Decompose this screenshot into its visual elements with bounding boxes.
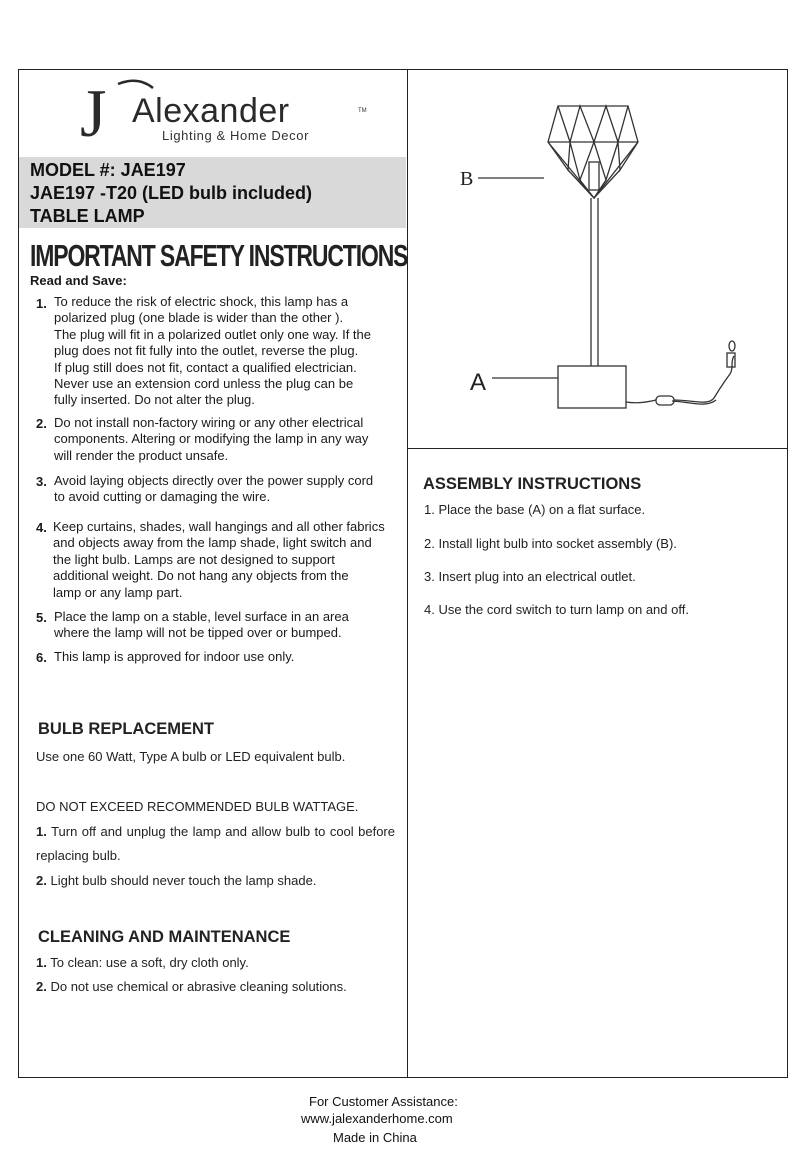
cleaning-step-num: 1. [36, 955, 47, 970]
lamp-stem [591, 198, 598, 366]
diagram-label-b: B [460, 168, 474, 190]
safety-item-3: Avoid laying objects directly over the power supply cord to avoid cutting or damaging the wire. [54, 473, 374, 505]
safety-item-5: Place the lamp on a stable, level surface in an area where the lamp will not be tipped over or bumped. [54, 609, 349, 641]
footer-website[interactable]: www.jalexanderhome.com [301, 1111, 453, 1126]
cleaning-heading: CLEANING AND MAINTENANCE [38, 928, 291, 946]
safety-item-num: 6. [36, 650, 47, 665]
safety-item-6: This lamp is approved for indoor use only. [54, 649, 295, 664]
assembly-step-4: 4. Use the cord switch to turn lamp on and off. [424, 602, 689, 617]
lamp-base [558, 366, 626, 408]
product-type: TABLE LAMP [30, 206, 145, 226]
cleaning-step-2: 2. Do not use chemical or abrasive cleaning solutions. [36, 979, 347, 994]
safety-item-num: 3. [36, 474, 47, 489]
bulb-heading: BULB REPLACEMENT [38, 720, 214, 738]
bulb-intro: Use one 60 Watt, Type A bulb or LED equivalent bulb. [36, 749, 346, 764]
cleaning-step-1: 1. To clean: use a soft, dry cloth only. [36, 955, 249, 970]
safety-item-2: Do not install non-factory wiring or any other electrical components. Altering or modifying the lamp in any way will render the product unsafe. [54, 415, 369, 463]
safety-item-num: 5. [36, 610, 47, 625]
bulb-step-num: 1. [36, 824, 47, 839]
logo-tagline: Lighting & Home Decor [162, 128, 309, 143]
logo-initial: J [80, 75, 107, 151]
cleaning-step-num: 2. [36, 979, 47, 994]
safety-item-1: To reduce the risk of electric shock, this lamp has a polarized plug (one blade is wider than the other ). The plug will fit in a polarized outlet only one way. If the plug does not fit fully into the outlet, reverse the plug. If plug still does not fit, contact a qualified electrician. Never use an extension cord unless the plug can be fully inserted. Do not alter the plug. [54, 294, 371, 408]
footer-origin: Made in China [333, 1130, 417, 1145]
read-save-label: Read and Save: [30, 273, 127, 288]
footer-assist: For Customer Assistance: [309, 1094, 458, 1109]
assembly-step-3: 3. Insert plug into an electrical outlet. [424, 569, 636, 584]
safety-item-num: 2. [36, 416, 47, 431]
trademark: TM [358, 108, 367, 114]
safety-item-num: 1. [36, 296, 47, 311]
model-number: MODEL #: JAE197 [30, 160, 186, 180]
bulb-step-2: 2. Light bulb should never touch the lamp shade. [36, 873, 317, 888]
assembly-step-1: 1. Place the base (A) on a flat surface. [424, 502, 646, 517]
bulb-warning: DO NOT EXCEED RECOMMENDED BULB WATTAGE. [36, 799, 359, 814]
lamp-diagram [408, 70, 786, 446]
bulb-step-num: 2. [36, 873, 47, 888]
bulb-step-1: 1. Turn off and unplug the lamp and allow bulb to cool before replacing bulb. [36, 824, 395, 863]
diagram-divider [407, 448, 788, 449]
model-variant: JAE197 -T20 (LED bulb included) [30, 183, 313, 203]
safety-item-4: Keep curtains, shades, wall hangings and all other fabrics and objects away from the lamp shade, light switch and the light bulb. Lamps are not designed to support additional weight. Do not hang any objects from the lamp or any lamp part. [53, 519, 385, 600]
diagram-label-a: A [470, 369, 487, 396]
assembly-heading: ASSEMBLY INSTRUCTIONS [423, 475, 642, 493]
safety-title: IMPORTANT SAFETY INSTRUCTIONS [30, 238, 408, 273]
lamp-shade [548, 106, 638, 198]
lamp-cord [626, 341, 735, 405]
assembly-step-2: 2. Install light bulb into socket assembly (B). [424, 536, 677, 551]
logo-name: Alexander [132, 92, 290, 130]
safety-item-num: 4. [36, 520, 47, 535]
